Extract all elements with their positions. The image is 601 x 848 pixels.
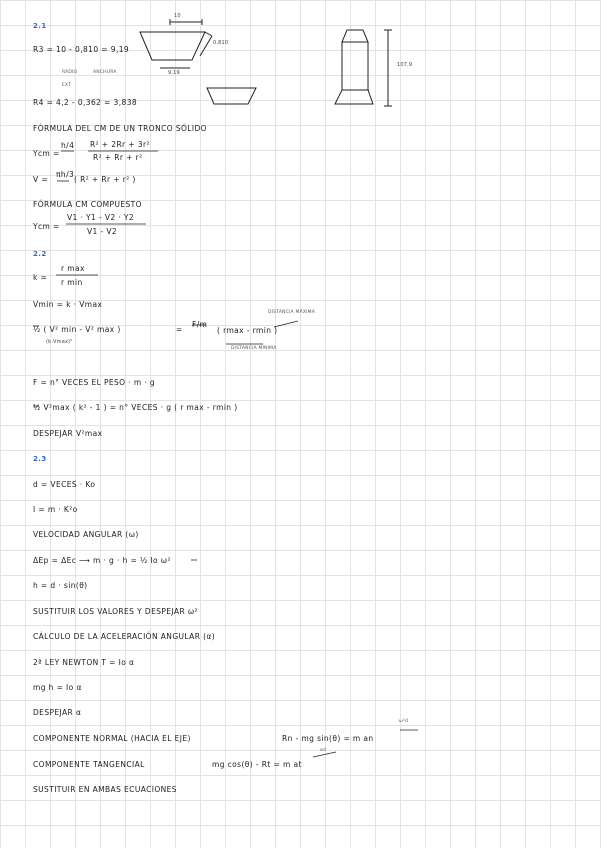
r3-label-anchura: ANCHURA <box>93 70 117 75</box>
slant-dimension: 0,810 <box>213 40 229 46</box>
composite-body-sketch <box>335 30 392 106</box>
angular-velocity: VELOCIDAD ANGULAR (ω) <box>33 530 139 539</box>
ycm2-lhs: Ycm = <box>33 222 60 231</box>
despejar-vmax: DESPEJAR V²max <box>33 429 103 438</box>
r3-label-radio: RADIO <box>62 70 78 75</box>
k-denominator: r min <box>61 278 83 287</box>
height-dimension: 107,9 <box>397 62 413 68</box>
energy-f-over-m: F/m <box>192 320 208 329</box>
section-heading: 2.1 <box>33 22 47 30</box>
vmin-equation: Vmin = k · Vmax <box>33 300 103 309</box>
r3-label-ext: EXT <box>62 83 72 88</box>
small-frustum-sketch <box>207 88 256 104</box>
h-equation: h = d · sin(θ) <box>33 581 88 590</box>
distance-max-note: DISTANCIA MÁXIMA <box>268 310 316 315</box>
ycm-numerator: R² + 2Rr + 3r² <box>90 140 150 149</box>
energy-lhs: ½ ( V² min - V² max ) <box>33 325 121 334</box>
normal-component-label: COMPONENTE NORMAL (HACIA EL EJE) <box>33 734 191 743</box>
energy-conservation: ΔEp = ΔEc ⟶ m · g · h = ½ Io ω² <box>33 556 171 565</box>
k-lhs: k = <box>33 273 48 282</box>
volume-lhs: V = <box>33 175 48 184</box>
substitute-note: SUSTITUIR LOS VALORES Y DESPEJAR ω² <box>33 607 198 616</box>
force-equation: F = n° VECES EL PESO · m · g <box>33 378 156 387</box>
tangential-component-equation: mg cos(θ) - Rt = m at <box>212 760 302 769</box>
ycm2-numerator: V1 · Y1 - V2 · Y2 <box>67 213 135 222</box>
newton-law: 2ª LEY NEWTON T = Io α <box>33 658 135 667</box>
substitute-both-note: SUSTITUIR EN AMBAS ECUACIONES <box>33 785 177 794</box>
d-equation: d = VECES · Ko <box>33 480 96 489</box>
ycm-h-over-4: h/4 <box>61 141 75 150</box>
formula-cm-compuesto: FÓRMULA CM COMPUESTO <box>33 200 142 209</box>
volume-rhs: ( R² + Rr + r² ) <box>74 175 136 184</box>
r3-equation: R3 = 10 - 0,810 = 9,19 <box>33 45 130 54</box>
energy-substitution: (k·Vmax)² <box>46 339 73 345</box>
normal-annotation: ω²d <box>399 719 409 724</box>
normal-component-equation: Rn - mg sin(θ) = m an <box>282 734 374 743</box>
formula-cm-tronco: FÓRMULA DEL CM DE UN TRONCO SÓLIDO <box>33 124 207 133</box>
tangential-component-label: COMPONENTE TANGENCIAL <box>33 760 145 769</box>
despejar-alpha: DESPEJAR α <box>33 708 82 717</box>
tangential-annotation: αd <box>320 748 327 753</box>
section-heading: 2.2 <box>33 250 47 258</box>
r4-equation: R4 = 4,2 - 0,362 = 3,838 <box>33 98 138 107</box>
ycm2-denominator: V1 - V2 <box>87 227 118 236</box>
frustum-section-sketch <box>140 19 212 68</box>
ycm-lhs: Ycm = <box>33 149 60 158</box>
top-dimension: 10 <box>174 13 181 19</box>
volume-pi-h-over-3: πh/3 <box>56 170 75 179</box>
energy-equals: = <box>176 325 183 334</box>
section-heading: 2.3 <box>33 455 47 463</box>
ycm-denominator: R² + Rr + r² <box>93 153 143 162</box>
angular-acceleration-note: CÁLCULO DE LA ACELERACIÓN ANGULAR (α) <box>33 632 216 641</box>
mgh-equation: mg h = Io α <box>33 683 82 692</box>
bottom-dimension: 9,19 <box>168 70 180 76</box>
velocity-equation: ½ V²max ( k² - 1 ) = n° VECES · g ( r max - rmin ) <box>33 403 238 412</box>
inertia-equation: I = m · K²o <box>33 505 78 514</box>
energy-rhs: ( rmax - rmin ) <box>217 326 278 335</box>
distance-min-note: DISTANCIA MÍNIMA <box>231 346 277 351</box>
k-numerator: r max <box>61 264 85 273</box>
